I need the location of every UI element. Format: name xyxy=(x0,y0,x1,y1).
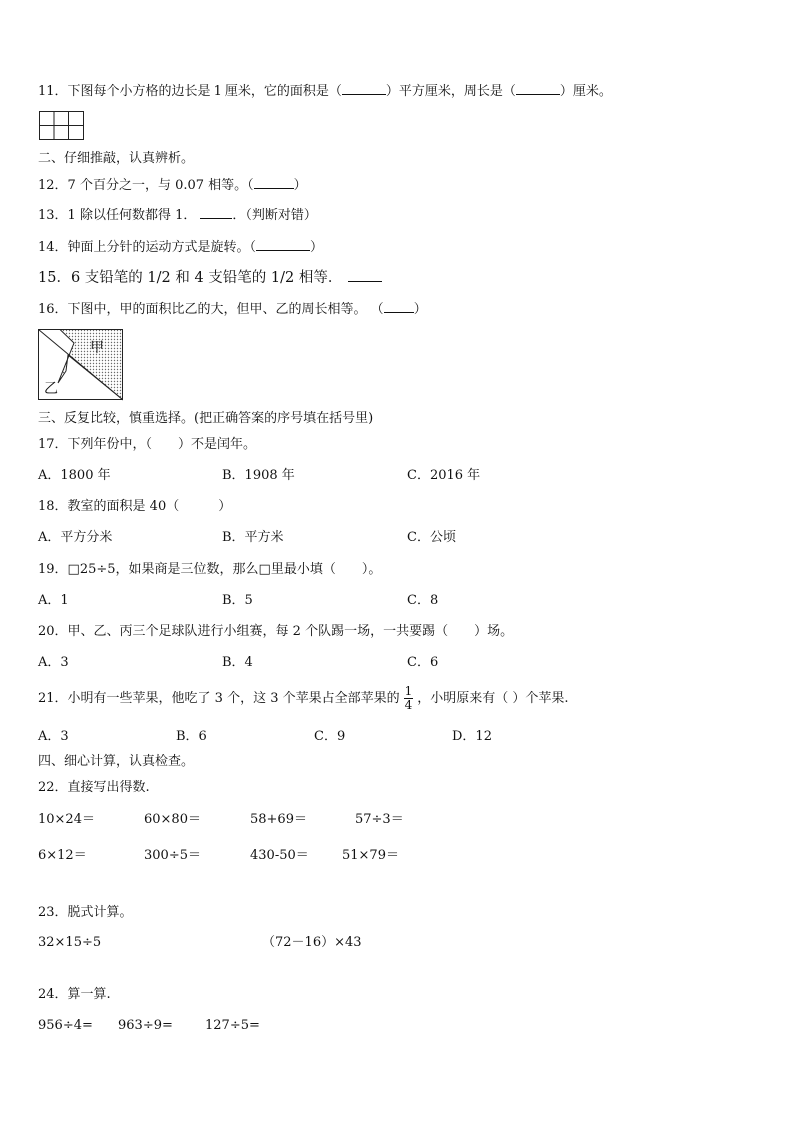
question-text: 21．小明有一些苹果，他吃了 3 个，这 3 个苹果占全部苹果的 xyxy=(38,691,400,706)
section-3-heading: 三、反复比较，慎重选择。(把正确答案的序号填在括号里) xyxy=(38,411,374,426)
question-text: 下图每个小方格的边长是 xyxy=(67,84,211,99)
option-b[interactable]: B．4 xyxy=(222,655,253,670)
question-text: 15．6 支铅笔的 1/2 和 4 支铅笔的 1/2 相等． xyxy=(38,270,343,286)
question-12 xyxy=(38,176,307,195)
question-16 xyxy=(38,300,427,319)
calc-item: 10×24＝ xyxy=(38,812,95,827)
question-22: 22．直接写出得数. xyxy=(38,780,150,795)
question-text: 厘米，它的面积是（ xyxy=(224,84,342,99)
calc-item: 60×80＝ xyxy=(144,812,201,827)
calc-item: 956÷4= xyxy=(38,1018,93,1033)
question-text: ） xyxy=(293,178,307,193)
answer-blank[interactable] xyxy=(254,176,294,189)
question-24: 24．算一算. xyxy=(38,987,111,1002)
question-number: 11． xyxy=(38,84,68,99)
option-a[interactable]: A．平方分米 xyxy=(38,530,113,545)
grid-figure xyxy=(39,111,85,141)
calc-item: 963÷9= xyxy=(118,1018,173,1033)
calc-item: 57÷3＝ xyxy=(355,812,404,827)
calc-item: 58+69＝ xyxy=(250,812,307,827)
question-text: 16．下图中，甲的面积比乙的大，但甲、乙的周长相等。 （ xyxy=(38,302,384,317)
question-11 xyxy=(38,82,612,101)
option-a[interactable]: A．3 xyxy=(38,729,69,744)
option-b[interactable]: B．6 xyxy=(176,729,207,744)
section-2-heading: 二、仔细推敲，认真辨析。 xyxy=(38,151,195,166)
calc-item: （72－16）×43 xyxy=(262,935,362,950)
question-23: 23．脱式计算。 xyxy=(38,905,133,920)
calc-item: 6×12＝ xyxy=(38,848,87,863)
question-13 xyxy=(38,206,317,225)
answer-blank[interactable] xyxy=(342,82,386,95)
area-comparison-figure xyxy=(38,329,124,401)
answer-blank[interactable] xyxy=(516,82,560,95)
question-text: ） xyxy=(413,302,427,317)
option-c[interactable]: C．2016 年 xyxy=(407,468,481,483)
fraction-numerator: 1 xyxy=(404,684,413,698)
calc-item: 300÷5＝ xyxy=(144,848,201,863)
question-text: ．（判断对错） xyxy=(232,208,317,223)
question-text: 14．钟面上分针的运动方式是旋转。（ xyxy=(38,240,257,255)
fraction-denominator: 4 xyxy=(404,698,413,712)
question-15 xyxy=(38,269,382,287)
answer-blank[interactable] xyxy=(256,238,310,251)
answer-blank[interactable] xyxy=(200,206,232,219)
label-jia: 甲 xyxy=(90,340,104,356)
question-text: ）平方厘米，周长是（ xyxy=(385,84,516,99)
calc-item: 32×15÷5 xyxy=(38,935,102,950)
question-18: 18．教室的面积是 40（ ） xyxy=(38,499,232,514)
question-21 xyxy=(38,684,569,714)
question-text: 13．1 除以任何数都得 1． xyxy=(38,208,197,223)
option-c[interactable]: C．公顷 xyxy=(407,530,456,545)
question-19: 19．□25÷5，如果商是三位数，那么□里最小填（ ）。 xyxy=(38,562,382,577)
question-text: 1 xyxy=(213,84,222,99)
answer-blank[interactable] xyxy=(384,300,414,313)
label-yi: 乙 xyxy=(44,381,58,397)
question-text: ）厘米。 xyxy=(559,84,612,99)
calc-item: 51×79＝ xyxy=(342,848,399,863)
fraction xyxy=(404,685,414,712)
question-text: ，小明原来有（ ）个苹果. xyxy=(417,691,569,706)
calc-item: 430-50＝ xyxy=(250,848,309,863)
option-b[interactable]: B．5 xyxy=(222,593,253,608)
answer-blank[interactable] xyxy=(348,269,382,282)
option-b[interactable]: B．平方米 xyxy=(222,530,284,545)
option-a[interactable]: A．1 xyxy=(38,593,69,608)
question-20: 20．甲、乙、丙三个足球队进行小组赛，每 2 个队踢一场，一共要踢（ ）场。 xyxy=(38,624,514,639)
option-c[interactable]: C．9 xyxy=(314,729,346,744)
question-14 xyxy=(38,238,323,257)
option-a[interactable]: A．3 xyxy=(38,655,69,670)
option-a[interactable]: A．1800 年 xyxy=(38,468,111,483)
option-b[interactable]: B．1908 年 xyxy=(222,468,295,483)
calc-item: 127÷5= xyxy=(205,1018,260,1033)
question-text: 12．7 个百分之一，与 0.07 相等。（ xyxy=(38,178,254,193)
option-c[interactable]: C．8 xyxy=(407,593,439,608)
question-17: 17．下列年份中，（ ）不是闰年。 xyxy=(38,437,257,452)
option-c[interactable]: C．6 xyxy=(407,655,439,670)
question-text: ） xyxy=(310,240,324,255)
option-d[interactable]: D．12 xyxy=(452,729,492,744)
section-4-heading: 四、细心计算，认真检查。 xyxy=(38,754,195,769)
